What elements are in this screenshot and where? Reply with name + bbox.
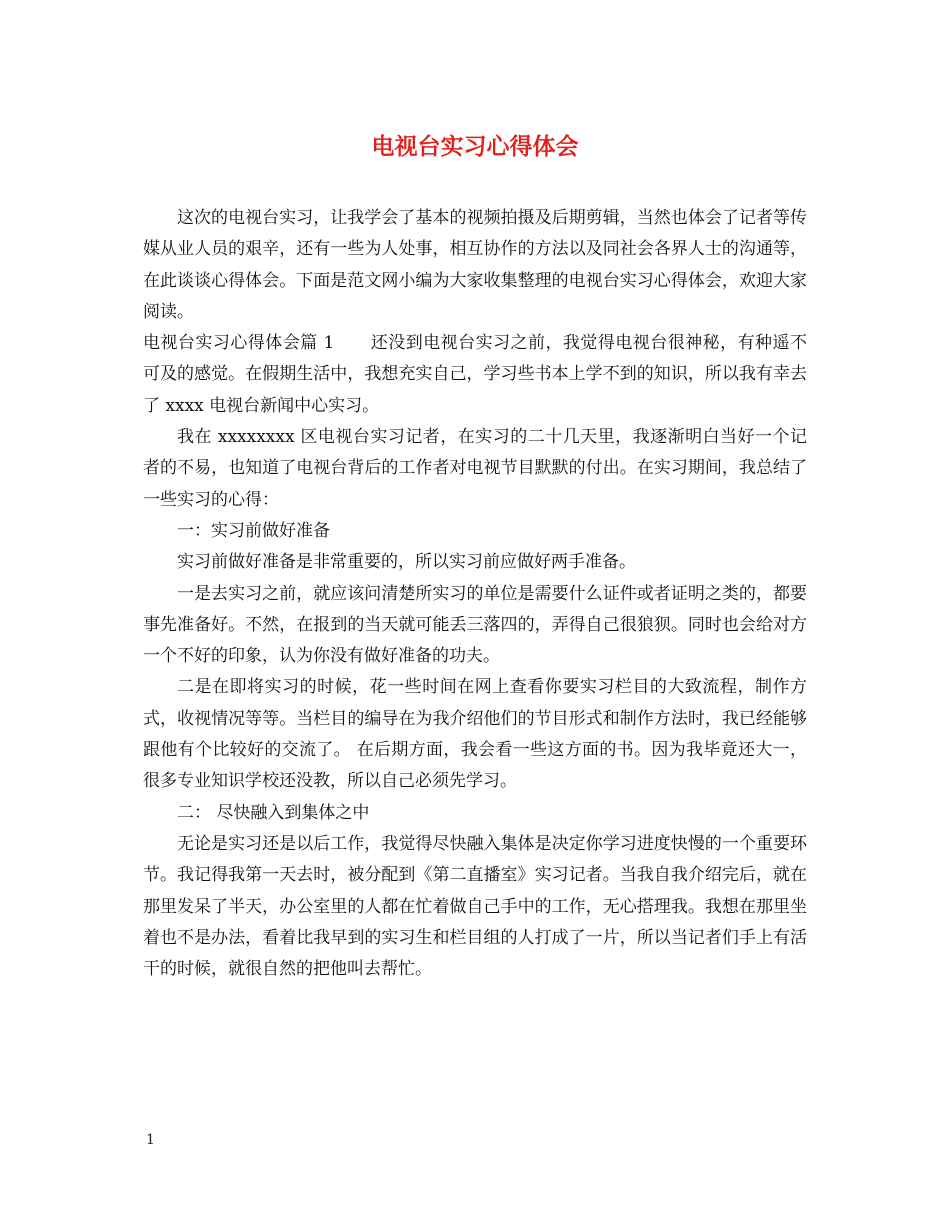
section-first-text: 还没到电视台实习之前，我觉得电视台很神秘，有种遥不可及的感觉。在假期生活中，我想充实自己，学习些书本上学不到的知识，所以我有幸去了 xxxx 电视台新闻中心实习。 — [143, 333, 807, 416]
body-paragraph-4: 二是在即将实习的时候，花一些时间在网上查看你要实习栏目的大致流程，制作方式，收视情况等等。当栏目的编导在为我介绍他们的节目形式和制作方法时，我已经能够跟他有个比较好的交流了。 在后期方面，我会看一些这方面的书。因为我毕竟还大一，很多专业知识学校还没教，所以自己必须先学习。 — [143, 677, 807, 792]
body-paragraph-5: 无论是实习还是以后工作，我觉得尽快融入集体是决定你学习进度快慢的一个重要环节。我记得我第一天去时，被分配到《第二直播室》实习记者。当我自我介绍完后，就在那里发呆了半天，办公室里的人都在忙着做自己手中的工作，无心搭理我。我想在那里坐着也不是办法，看着比我早到的实习生和栏目组的人打成了一片，所以当记者们手上有活干的时候，就很自然的把他叫去帮忙。 — [143, 833, 807, 980]
section-first-paragraph — [143, 328, 807, 422]
body-paragraph-3: 一是去实习之前，就应该问清楚所实习的单位是需要什么证件或者证明之类的，都要事先准备好。不然，在报到的当天就可能丢三落四的，弄得自己很狼狈。同时也会给对方一个不好的印象，认为你没有做好准备的功夫。 — [143, 583, 807, 667]
heading-integration: 二： 尽快融入到集体之中 — [177, 802, 370, 823]
intro-paragraph: 这次的电视台实习，让我学会了基本的视频拍摄及后期剪辑，当然也体会了记者等传媒从业人员的艰辛，还有一些为人处事，相互协作的方法以及同社会各界人士的沟通等，在此谈谈心得体会。下面是范文网小编为大家收集整理的电视台实习心得体会，欢迎大家阅读。 — [143, 208, 807, 322]
page-title: 电视台实习心得体会 — [371, 133, 579, 160]
body-paragraph-1: 我在 xxxxxxxx 区电视台实习记者，在实习的二十几天里，我逐渐明白当好一个记者的不易，也知道了电视台背后的工作者对电视节目默默的付出。在实习期间，我总结了一些实习的心得： — [143, 427, 807, 510]
document-body — [143, 203, 807, 985]
body-paragraph-2: 实习前做好准备是非常重要的，所以实习前应做好两手准备。 — [177, 552, 636, 573]
section-label: 电视台实习心得体会篇 1 — [143, 333, 335, 354]
page-number: 1 — [146, 1132, 155, 1148]
heading-preparation: 一：实习前做好准备 — [177, 520, 330, 541]
